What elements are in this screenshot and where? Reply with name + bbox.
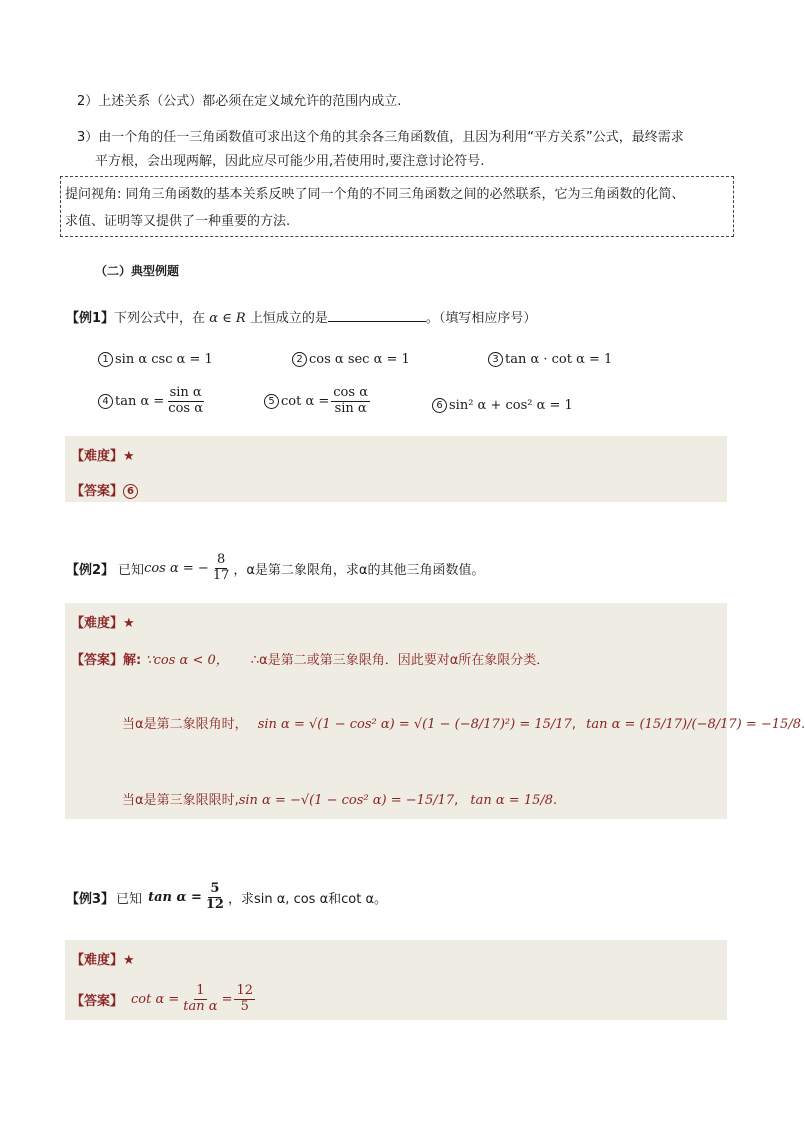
ex2-case-3: 当α是第三象限限时,sin α = −√(1 − cos² α) = −15/17, tan α = 15/8. — [122, 793, 558, 808]
ex1-answer-blank — [328, 309, 426, 322]
ex2-case-2: 当α是第二象限角时， sin α = √(1 − cos² α) = √(1 − (−8/17)²) = 15/17, tan α = (15/17)/(−8/17) = −15/8. — [122, 717, 805, 732]
ex1-option-6: 6 sin² α + cos² α = 1 — [432, 398, 573, 413]
ex3-question: 【例3】 已知 tan α = $\frac{5}{12}$ ，求sin α, cos α和cot α。 — [66, 881, 388, 912]
ex1-option-3: 3 tan α · cot α = 1 — [488, 352, 612, 367]
ex2-case3-tan: tan α = 15/8 — [470, 793, 554, 808]
ex2-difficulty: 【难度】★ — [71, 616, 135, 631]
note-3-line1: 3）由一个角的任一三角函数值可求出这个角的其余各三角函数值，且因为利用“平方关系”公式，最终需求 — [77, 130, 684, 145]
ex1-condition: α ∈ R — [209, 311, 246, 326]
note-3-line2: 平方根，会出现两解，因此应尽可能少用,若使用时,要注意讨论符号. — [95, 154, 485, 169]
ex2-solution-intro: 【答案】解: ∵cos α < 0， ∴α是第二或第三象限角．因此要对α所在象限分类． — [71, 653, 550, 668]
ex1-question: 【例1】下列公式中，在 α ∈ R 上恒成立的是 。（填写相应序号） — [66, 311, 537, 326]
tip-line2: 求值、证明等又提供了一种重要的方法. — [65, 214, 291, 229]
ex3-answer: 【答案】 cot α = $\frac{1}{\text{tan α}}$ = $\frac{12}{5}$ — [71, 983, 254, 1014]
ex3-answer-box — [65, 940, 727, 1020]
ex1-option-5: 5 cot α = $\frac{\text{cos α}}{\text{sin α}}$ — [264, 386, 372, 417]
ex2-question: 【例2】 已知 cos α = − $\frac{8}{17}$ ，α是第二象限角，求α的其他三角函数值。 — [66, 552, 485, 583]
tip-box — [60, 176, 734, 237]
ex2-case2-sin: sin α = √(1 − cos² α) = √(1 − (−8/17)²) = 15/17 — [257, 717, 572, 732]
ex1-option-4: 4 tan α = $\frac{\text{sin α}}{\text{cos α}}$ — [98, 386, 207, 417]
note-2: 2）上述关系（公式）都必须在定义域允许的范围内成立. — [77, 94, 402, 109]
ex1-option-2: 2 cos α sec α = 1 — [292, 352, 410, 367]
section-title: （二）典型例题 — [95, 264, 180, 278]
ex1-answer-box — [65, 436, 727, 502]
ex2-case3-sin: sin α = −√(1 − cos² α) = −15/17 — [238, 793, 455, 808]
tip-line1: 提问视角: 同角三角函数的基本关系反映了同一个角的不同三角函数之间的必然联系，它为三角函数的化简、 — [65, 187, 685, 202]
ex1-answer: 【答案】 6 — [71, 480, 140, 499]
ex1-tag: 【例1】 — [66, 311, 115, 326]
ex2-case2-tan: tan α = (15/17)/(−8/17) = −15/8 — [586, 717, 801, 732]
ex1-difficulty: 【难度】★ — [71, 449, 135, 464]
ex2-answer-box — [65, 603, 805, 819]
ex3-difficulty: 【难度】★ — [71, 953, 135, 968]
ex1-option-1: 1 sin α csc α = 1 — [98, 352, 213, 367]
